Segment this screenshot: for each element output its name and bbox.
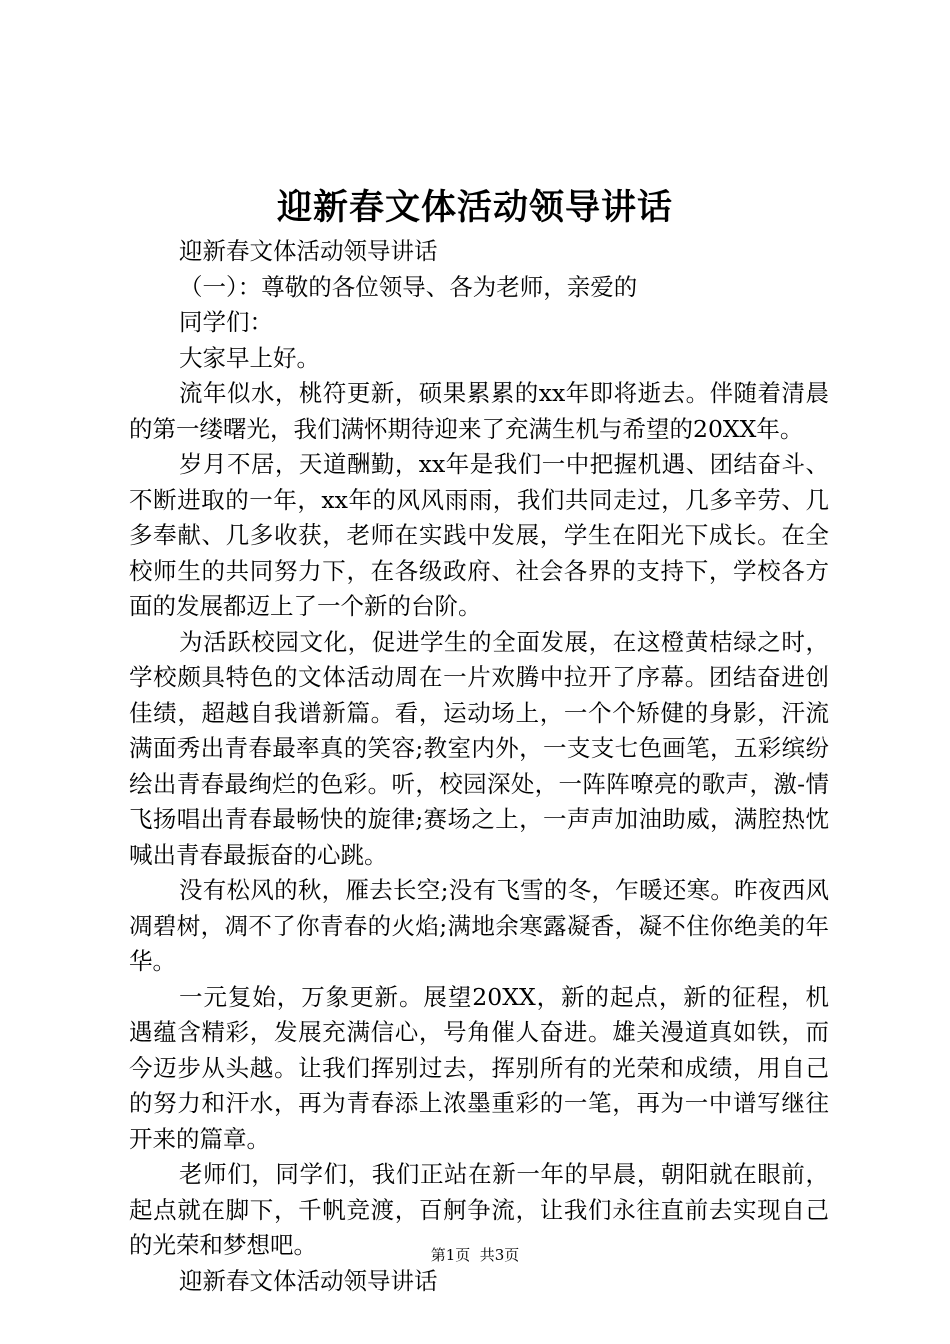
paragraph-greeting: 大家早上好。 [179, 343, 320, 372]
paragraph: 没有松风的秋，雁去长空;没有飞雪的冬，乍暖还寒。昨夜西风凋碧树，凋不了你青春的火焰;满地余寒露凝香，凝不住你绝美的年华。 [129, 876, 829, 975]
paragraph-subtitle: 迎新春文体活动领导讲话 [179, 237, 438, 265]
paragraph: 为活跃校园文化，促进学生的全面发展，在这橙黄桔绿之时，学校颇具特色的文体活动周在一片欢腾中拉开了序幕。团结奋进创佳绩，超越自我谱新篇。看，运动场上，一个个矫健的身影，汗流满面秀出青春最率真的笑容;教室内外，一支支七色画笔，五彩缤纷绘出青春最绚烂的色彩。听，校园深处，一阵阵嘹亮的歌声，激-情飞扬唱出青春最畅快的旋律;赛场之上，一声声加油助威，满腔热忱喊出青春最振奋的心跳。 [129, 627, 829, 869]
paragraph: 一元复始，万象更新。展望20XX，新的起点，新的征程，机遇蕴含精彩，发展充满信心，号角催人奋进。雄关漫道真如铁，而今迈步从头越。让我们挥别过去，挥别所有的光荣和成绩，用自己的努力和汗水，再为青春添上浓墨重彩的一笔，再为一中谱写继往开来的篇章。 [129, 982, 829, 1153]
paragraph-salutation: （一）：尊敬的各位领导、各为老师，亲爱的 [179, 272, 638, 301]
document-title: 迎新春文体活动领导讲话 [276, 187, 673, 228]
page-number: 第1页 共3页 [430, 1246, 520, 1264]
paragraph-heading: 迎新春文体活动领导讲话 [179, 1266, 438, 1295]
paragraph-salutation-cont: 同学们： [179, 308, 273, 336]
paragraph: 岁月不居，天道酬勤，xx年是我们一中把握机遇、团结奋斗、不断进取的一年，xx年的风风雨雨，我们共同走过，几多辛劳、几多奉献、几多收获，老师在实践中发展，学生在阳光下成长。在全校师生的共同努力下，在各级政府、社会各界的支持下，学校各方面的发展都迈上了一个新的台阶。 [129, 450, 829, 620]
paragraph: 流年似水，桃符更新，硕果累累的xx年即将逝去。伴随着清晨的第一缕曙光，我们满怀期待迎来了充满生机与希望的20XX年。 [129, 379, 829, 443]
page-footer [0, 1244, 950, 1266]
document-body [129, 234, 829, 1299]
paragraph: 老师们，同学们，我们正站在新一年的早晨，朝阳就在眼前，起点就在脚下，千帆竞渡，百舸争流，让我们永往直前去实现自己的光荣和梦想吧。 [129, 1160, 829, 1259]
